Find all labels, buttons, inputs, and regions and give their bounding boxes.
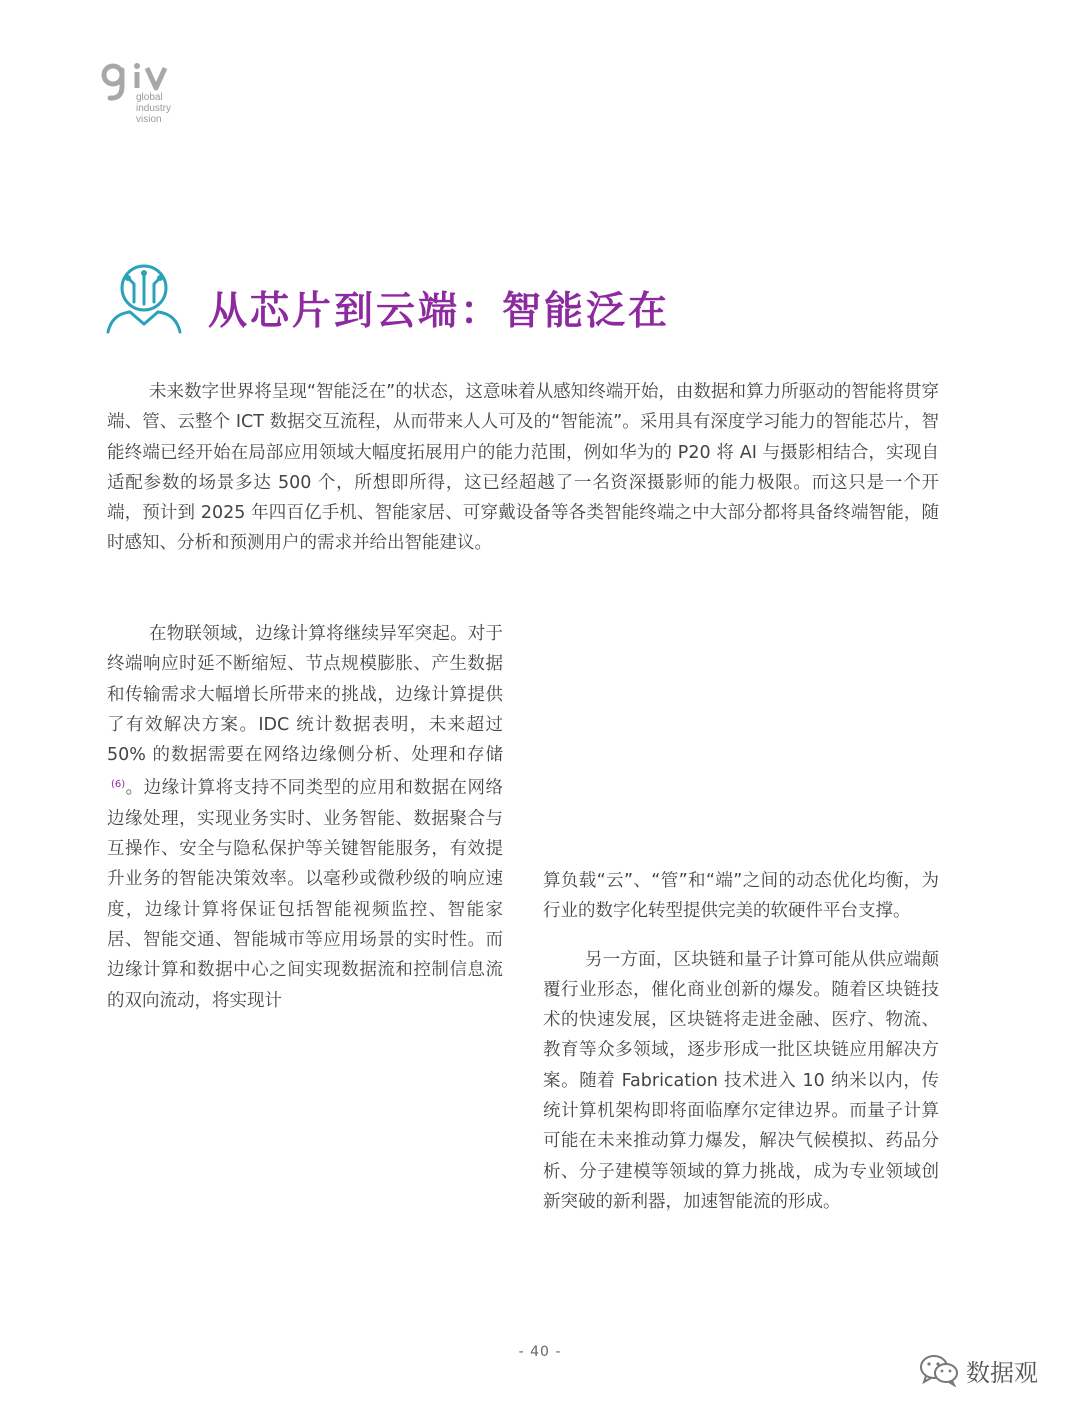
logo-line-industry: industry xyxy=(136,103,172,114)
footnote-reference[interactable]: (6) xyxy=(111,779,126,791)
page-number: - 40 - xyxy=(518,1344,562,1360)
edge-text-part-2: 。边缘计算将支持不同类型的应用和数据在网络边缘处理，实现业务实时、业务智能、数据聚合与互操作、安全与隐私保护等关键智能服务，有效提升业务的智能决策效率。以毫秒或微秒级的响应速度，边缘计算将保证包括智能视频监控、智能家居、智能交通、智能城市等应用场景的实时性。而边缘计算和数据中心之间实现数据流和控制信息流的双向流动，将实现计 xyxy=(107,778,503,1011)
wechat-icon xyxy=(918,1353,960,1387)
logo-line-global: global xyxy=(136,92,163,103)
edge-computing-continuation: 算负载“云”、“管”和“端”之间的动态优化均衡，为行业的数字化转型提供完美的软硬件平台支撑。 xyxy=(543,871,939,922)
intro-paragraph: 未来数字世界将呈现“智能泛在”的状态，这意味着从感知终端开始，由数据和算力所驱动的智能将贯穿端、管、云整个 ICT 数据交互流程，从而带来人人可及的“智能流”。采用具有深度学习能力的智能芯片，智能终端已经开始在局部应用领域大幅度拓展用户的能力范围，例如华为的 P20 将 AI 与摄影相结合，实现自适配参数的场景多达 500 个，所想即所得，这已经超越了一名资深摄影师的能力极限。而这只是一个开端，预计到 2025 年四百亿手机、智能家居、可穿戴设备等各类智能终端之中大部分都将具备终端智能，随时感知、分析和预测用户的需求并给出智能建议。 xyxy=(107,382,939,554)
right-column xyxy=(543,866,939,1217)
section-title: 从芯片到云端：智能泛在 xyxy=(208,289,671,334)
logo-line-vision: vision xyxy=(136,114,162,125)
edge-computing-paragraph xyxy=(107,619,503,1016)
left-column xyxy=(107,619,503,1016)
logo-tagline xyxy=(136,92,171,125)
blockchain-quantum-paragraph: 另一方面，区块链和量子计算可能从供应端颠覆行业形态，催化商业创新的爆发。随着区块链技术的快速发展，区块链将走进金融、医疗、物流、教育等众多领域，逐步形成一批区块链应用解决方案。随着 Fabrication 技术进入 10 纳米以内，传统计算机架构即将面临摩尔定律边界。而量子计算可能在未来推动算力爆发，解决气候模拟、药品分析、分子建模等领域的算力挑战，成为专业领域创新突破的新利器，加速智能流的形成。 xyxy=(543,949,939,1212)
ai-head-circuit-icon xyxy=(104,262,184,334)
edge-text-part-1: 在物联领域，边缘计算将继续异军突起。对于终端响应时延不断缩短、节点规模膨胀、产生数据和传输需求大幅增长所带来的挑战，边缘计算提供了有效解决方案。IDC 统计数据表明，未来超过 50% 的数据需要在网络边缘侧分析、处理和存储 xyxy=(107,624,503,766)
watermark xyxy=(918,1350,1038,1390)
watermark-text: 数据观 xyxy=(966,1358,1038,1387)
